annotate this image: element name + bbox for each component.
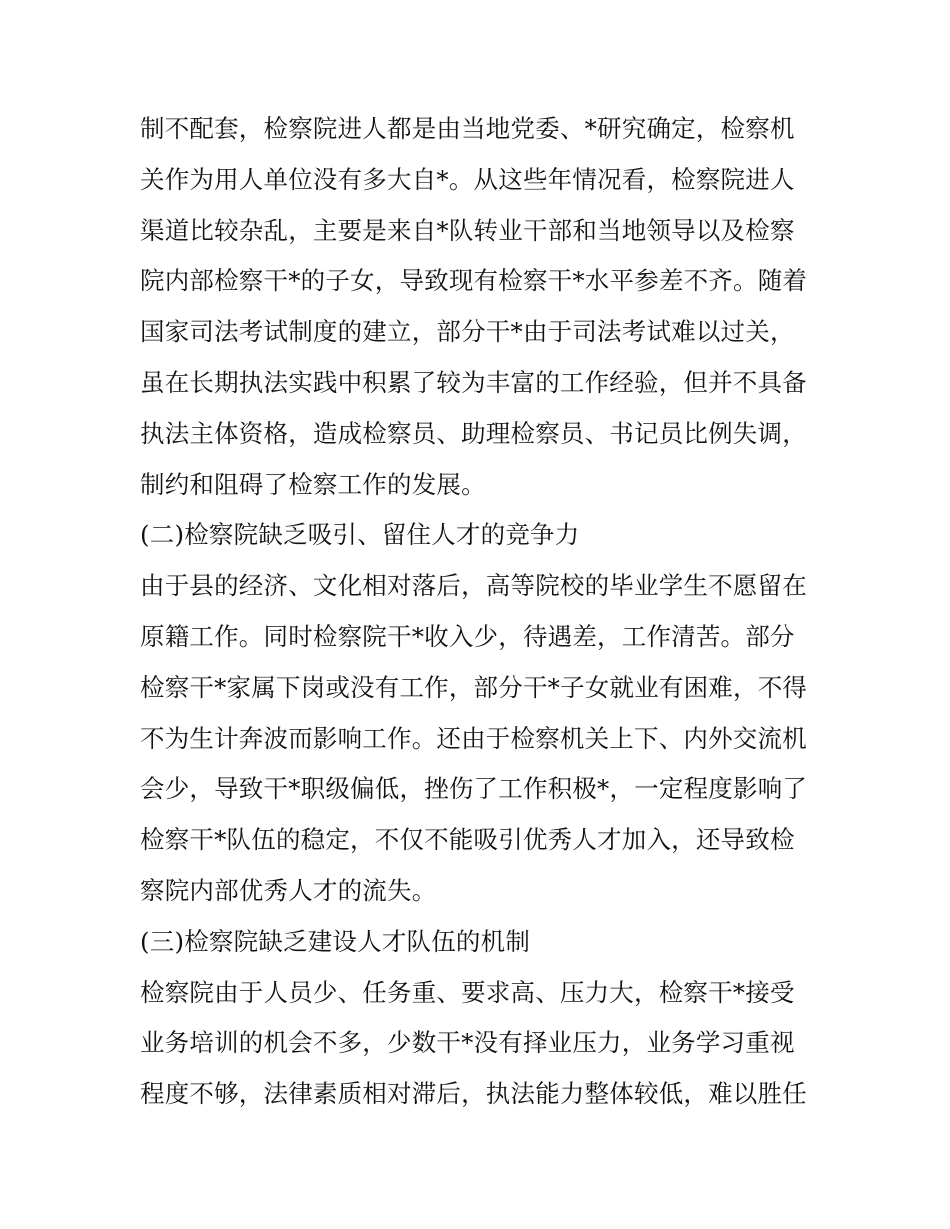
text-line: 关作为用人单位没有多大自*。从这些年情况看，检察院进人	[140, 164, 795, 194]
text-line: 渠道比较杂乱，主要是来自*队转业干部和当地领导以及检察	[140, 215, 795, 245]
text-line: 原籍工作。同时检察院干*收入少，待遇差，工作清苦。部分	[140, 621, 795, 651]
text-line: 制约和阻碍了检察工作的发展。	[140, 469, 486, 499]
text-line: 会少，导致干*职级偏低，挫伤了工作积极*，一定程度影响了	[140, 774, 808, 804]
text-line: 业务培训的机会不多，少数干*没有择业压力，业务学习重视	[140, 1028, 795, 1058]
text-line: 检察干*家属下岗或没有工作，部分干*子女就业有困难，不得	[140, 672, 808, 702]
text-line: 程度不够，法律素质相对滞后，执法能力整体较低，难以胜任	[140, 1079, 807, 1109]
section-heading: (三)检察院缺乏建设人才队伍的机制	[140, 926, 531, 956]
text-line: 由于县的经济、文化相对落后，高等院校的毕业学生不愿留在	[140, 571, 807, 601]
text-line: 制不配套，检察院进人都是由当地党委、*研究确定，检察机	[140, 114, 795, 143]
text-line: 执法主体资格，造成检察员、助理检察员、书记员比例失调，	[140, 418, 807, 448]
text-line: 不为生计奔波而影响工作。还由于检察机关上下、内外交流机	[140, 723, 807, 753]
document-body	[140, 104, 830, 1120]
text-line: 检察院由于人员少、任务重、要求高、压力大，检察干*接受	[140, 977, 795, 1007]
text-line: 虽在长期执法实践中积累了较为丰富的工作经验，但并不具备	[140, 367, 807, 397]
text-line: 院内部检察干*的子女，导致现有检察干*水平参差不齐。随着	[140, 266, 808, 296]
text-line: 察院内部优秀人才的流失。	[140, 875, 437, 905]
text-line: 检察干*队伍的稳定，不仅不能吸引优秀人才加入，还导致检	[140, 825, 795, 855]
section-heading: (二)检察院缺乏吸引、留住人才的竞争力	[140, 520, 580, 550]
text-line: 国家司法考试制度的建立，部分干*由于司法考试难以过关，	[140, 317, 795, 347]
